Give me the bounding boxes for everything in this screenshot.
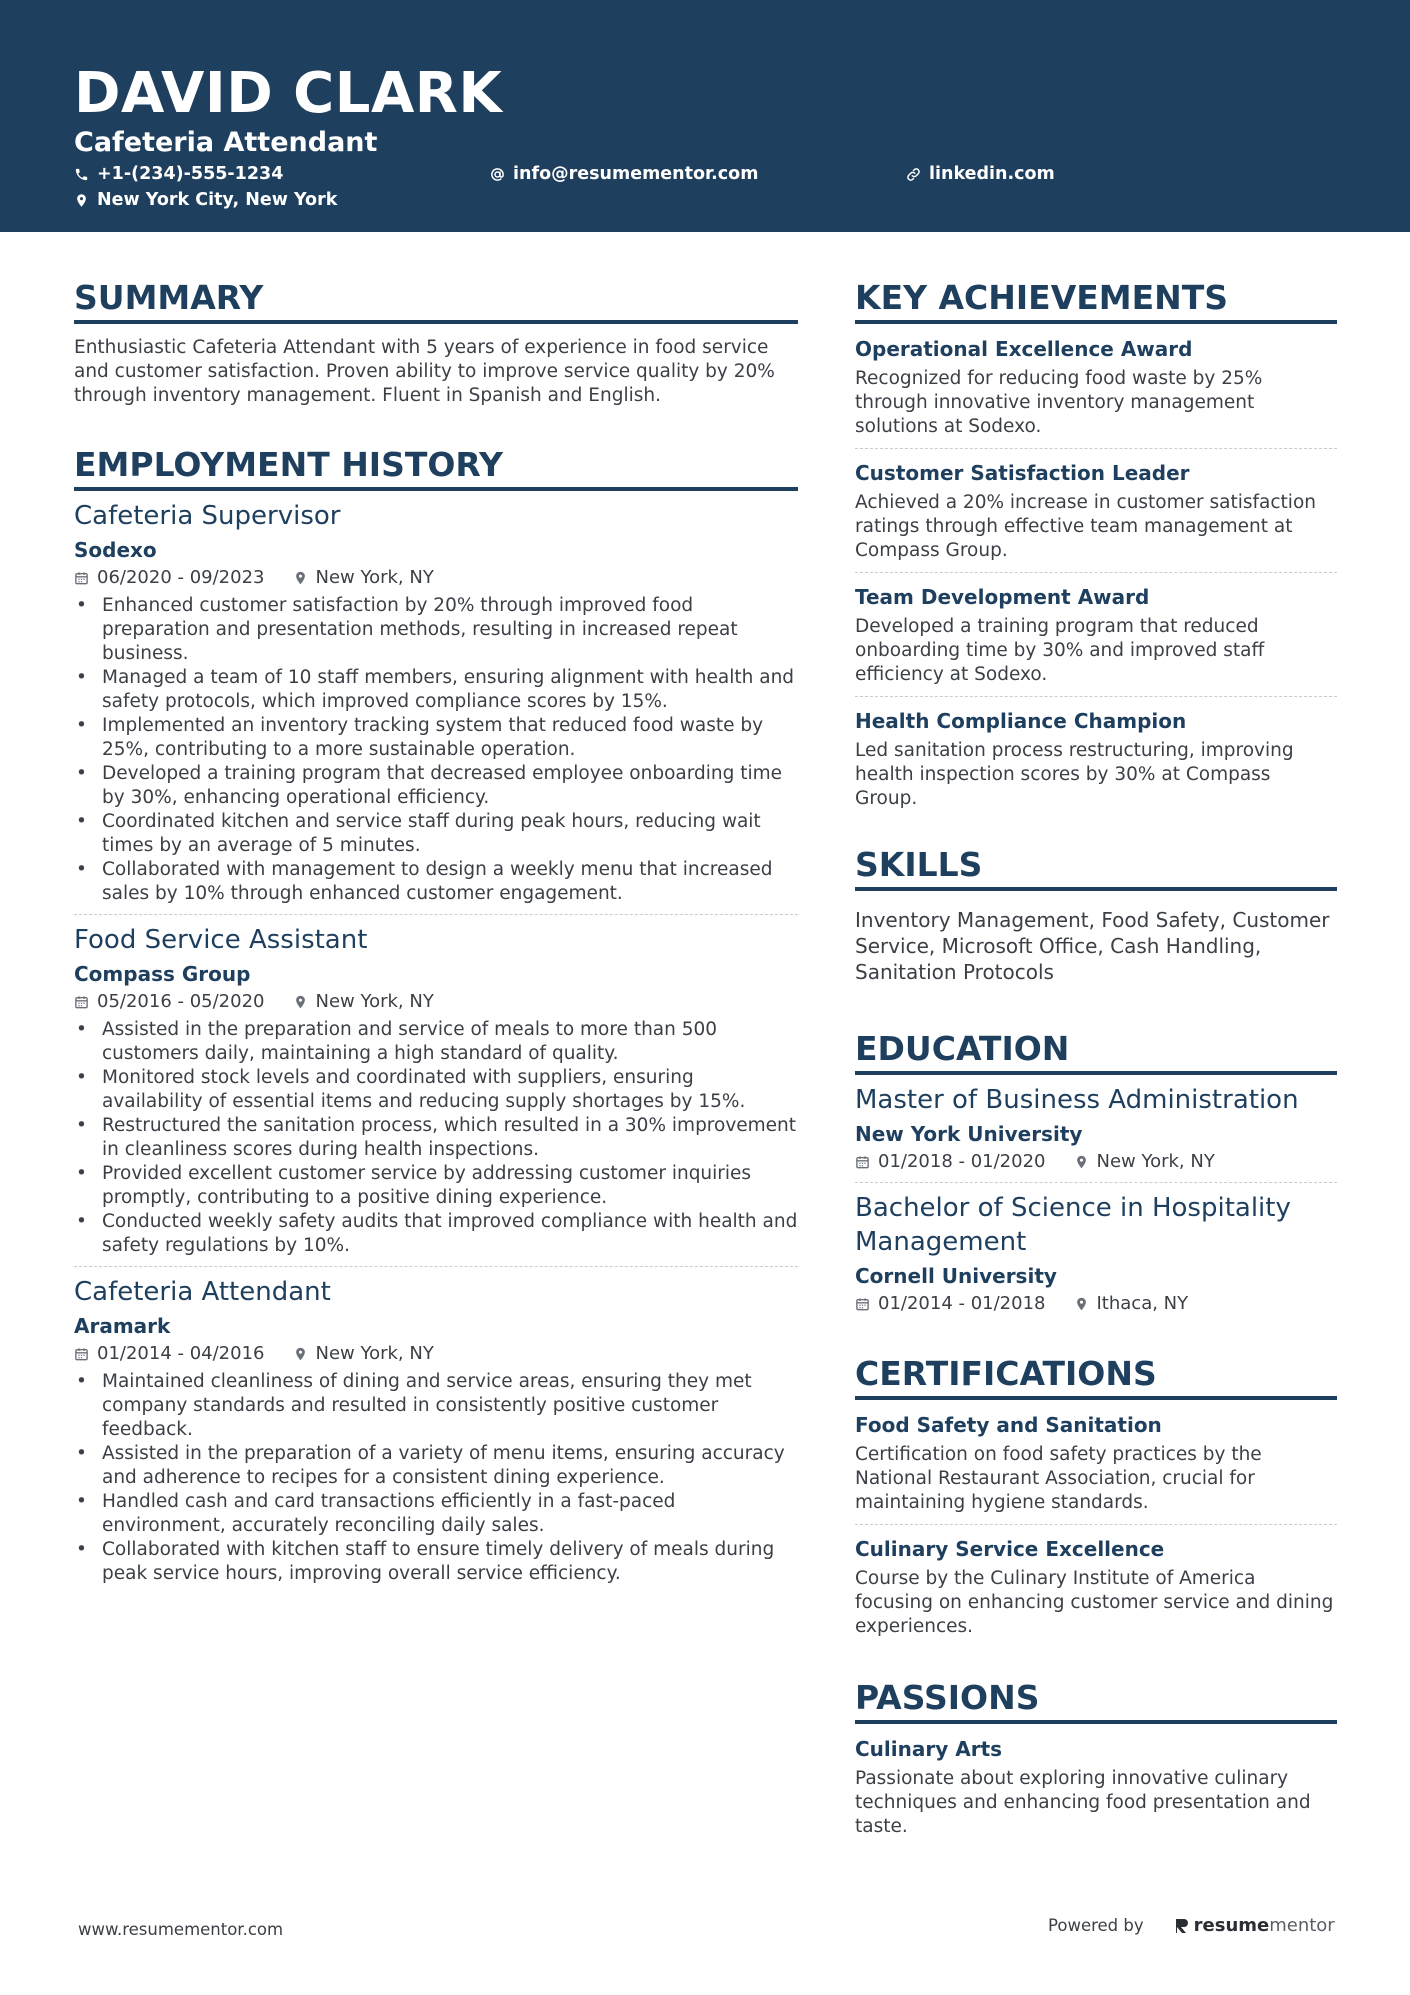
job-location: New York, NY xyxy=(315,1343,434,1364)
list-item: • Restructured the sanitation process, which resulted in a 30% improvement in cleanliness scores during health inspections. xyxy=(74,1114,798,1162)
passion-text: Passionate about exploring innovative culinary techniques and enhancing food presentation and taste. xyxy=(855,1768,1311,1837)
education-dates: 01/2014 - 01/2018 xyxy=(878,1293,1046,1314)
calendar-icon xyxy=(74,994,89,1010)
job-meta xyxy=(74,566,798,590)
list-item: • Handled cash and card transactions efficiently in a fast-paced environment, accurately reconciling daily sales. xyxy=(74,1490,798,1538)
job-location: New York, NY xyxy=(315,991,434,1012)
achievement-text: Developed a training program that reduced onboarding time by 30% and improved staff efficiency at Sodexo. xyxy=(855,616,1265,685)
education-meta xyxy=(855,1292,1337,1316)
job-company: Sodexo xyxy=(74,538,157,562)
candidate-name: DAVID CLARK xyxy=(74,61,503,126)
education-item xyxy=(855,1083,1337,1183)
skills-heading: SKILLS xyxy=(855,845,1337,891)
header-banner xyxy=(0,0,1410,232)
job-dates: 06/2020 - 09/2023 xyxy=(97,567,265,588)
calendar-icon xyxy=(855,1296,870,1312)
location-pin-icon xyxy=(293,570,308,586)
calendar-icon xyxy=(74,570,89,586)
achievement-title: Team Development Award xyxy=(855,585,1150,609)
achievement-text: Led sanitation process restructuring, improving health inspection scores by 30% at Compass Group. xyxy=(855,740,1294,809)
link-icon xyxy=(906,167,921,182)
job-title: Cafeteria Attendant xyxy=(74,1277,331,1307)
summary-text: Enthusiastic Cafeteria Attendant with 5 years of experience in food service and customer satisfaction. Proven ability to improve service quality by 20% through inventory management. Fluent in Spanish and English. xyxy=(74,337,775,406)
achievement-text: Recognized for reducing food waste by 25% through innovative inventory management solutions at Sodexo. xyxy=(855,368,1263,437)
certifications-list xyxy=(855,1412,1337,1648)
certification-text: Certification on food safety practices by the National Restaurant Association, crucial for maintaining hygiene standards. xyxy=(855,1444,1262,1513)
job-company: Compass Group xyxy=(74,962,251,986)
list-item: • Developed a training program that decreased employee onboarding time by 30%, enhancing operational efficiency. xyxy=(74,762,798,810)
job-dates: 01/2014 - 04/2016 xyxy=(97,1343,265,1364)
passions-list xyxy=(855,1736,1337,1848)
list-item: • Managed a team of 10 staff members, ensuring alignment with health and safety protocols, which improved compliance scores by 15%. xyxy=(74,666,798,714)
candidate-title: Cafeteria Attendant xyxy=(74,127,378,158)
education-location: New York, NY xyxy=(1096,1151,1215,1172)
achievement-title: Health Compliance Champion xyxy=(855,709,1187,733)
job-entry xyxy=(74,923,798,1267)
education-degree: Bachelor of Science in Hospitality Management xyxy=(855,1193,1291,1257)
achievement-text: Achieved a 20% increase in customer satisfaction ratings through effective team management at Compass Group. xyxy=(855,492,1316,561)
achievement-item xyxy=(855,584,1337,697)
education-school: Cornell University xyxy=(855,1264,1057,1288)
education-dates: 01/2018 - 01/2020 xyxy=(878,1151,1046,1172)
location-text: New York City, New York xyxy=(97,190,338,210)
job-location: New York, NY xyxy=(315,567,434,588)
list-item: • Collaborated with management to design a weekly menu that increased sales by 10% through enhanced customer engagement. xyxy=(74,858,798,906)
achievement-title: Customer Satisfaction Leader xyxy=(855,461,1190,485)
achievements-list xyxy=(855,336,1337,820)
achievement-title: Operational Excellence Award xyxy=(855,337,1193,361)
achievement-item xyxy=(855,460,1337,573)
contact-location xyxy=(74,189,337,211)
job-company: Aramark xyxy=(74,1314,171,1338)
footer-branding xyxy=(1048,1915,1335,1936)
powered-by-label: Powered by xyxy=(1048,1916,1144,1935)
job-meta xyxy=(74,990,798,1014)
list-item: • Monitored stock levels and coordinated with suppliers, ensuring availability of essential items and reducing supply shortages by 15%. xyxy=(74,1066,798,1114)
contact-phone xyxy=(74,163,283,185)
job-bullets xyxy=(74,594,798,906)
calendar-icon xyxy=(855,1154,870,1170)
phone-text: +1-(234)-555-1234 xyxy=(97,164,284,184)
job-entry xyxy=(74,1275,798,1594)
left-column xyxy=(74,278,798,1602)
phone-icon xyxy=(74,167,89,182)
calendar-icon xyxy=(74,1346,89,1362)
education-school: New York University xyxy=(855,1122,1083,1146)
employment-list xyxy=(74,499,798,1594)
certification-item xyxy=(855,1536,1337,1648)
footer-website[interactable]: www.resumementor.com xyxy=(78,1920,284,1939)
location-pin-icon xyxy=(74,193,89,208)
job-title: Cafeteria Supervisor xyxy=(74,501,341,531)
contact-email[interactable] xyxy=(490,163,758,185)
brand-logo-icon xyxy=(1174,1917,1190,1935)
brand-name-bold: resume xyxy=(1193,1915,1270,1936)
list-item: • Maintained cleanliness of dining and service areas, ensuring they met company standards and resulted in consistently positive customer feedback. xyxy=(74,1370,798,1442)
list-item: • Enhanced customer satisfaction by 20% through improved food preparation and presentation methods, resulting in increased repeat business. xyxy=(74,594,798,666)
job-bullets xyxy=(74,1018,798,1258)
location-pin-icon xyxy=(1074,1154,1089,1170)
education-location: Ithaca, NY xyxy=(1096,1293,1189,1314)
achievements-heading: KEY ACHIEVEMENTS xyxy=(855,278,1337,324)
achievement-item xyxy=(855,336,1337,449)
location-pin-icon xyxy=(293,1346,308,1362)
education-meta xyxy=(855,1150,1337,1174)
list-item: • Collaborated with kitchen staff to ensure timely delivery of meals during peak service hours, improving overall service efficiency. xyxy=(74,1538,798,1586)
education-heading: EDUCATION xyxy=(855,1029,1337,1075)
education-degree: Master of Business Administration xyxy=(855,1085,1299,1115)
employment-heading: EMPLOYMENT HISTORY xyxy=(74,445,798,491)
at-icon xyxy=(490,167,505,182)
list-item: • Assisted in the preparation and service of meals to more than 500 customers daily, maintaining a high standard of quality. xyxy=(74,1018,798,1066)
passion-item xyxy=(855,1736,1337,1848)
email-text: info@resumementor.com xyxy=(513,164,759,184)
linkedin-text: linkedin.com xyxy=(929,164,1055,184)
right-column xyxy=(855,278,1337,1859)
certification-title: Culinary Service Excellence xyxy=(855,1537,1165,1561)
list-item: • Assisted in the preparation of a variety of menu items, ensuring accuracy and adherence to recipes for a consistent dining experience. xyxy=(74,1442,798,1490)
passion-title: Culinary Arts xyxy=(855,1737,1003,1761)
job-dates: 05/2016 - 05/2020 xyxy=(97,991,265,1012)
list-item: • Implemented an inventory tracking system that reduced food waste by 25%, contributing to a more sustainable operation. xyxy=(74,714,798,762)
summary-heading: SUMMARY xyxy=(74,278,798,324)
certifications-heading: CERTIFICATIONS xyxy=(855,1354,1337,1400)
location-pin-icon xyxy=(293,994,308,1010)
contact-linkedin[interactable] xyxy=(906,163,1055,185)
job-title: Food Service Assistant xyxy=(74,925,368,955)
job-entry xyxy=(74,499,798,915)
list-item: • Conducted weekly safety audits that improved compliance with health and safety regulations by 10%. xyxy=(74,1210,798,1258)
education-list xyxy=(855,1083,1337,1324)
certification-item xyxy=(855,1412,1337,1525)
job-meta xyxy=(74,1342,798,1366)
brand-logo[interactable] xyxy=(1174,1915,1335,1936)
achievement-item xyxy=(855,708,1337,820)
job-bullets xyxy=(74,1370,798,1586)
location-pin-icon xyxy=(1074,1296,1089,1312)
certification-text: Course by the Culinary Institute of America focusing on enhancing customer service and dining experiences. xyxy=(855,1568,1334,1637)
certification-title: Food Safety and Sanitation xyxy=(855,1413,1162,1437)
brand-name-light: mentor xyxy=(1269,1915,1335,1936)
list-item: • Coordinated kitchen and service staff during peak hours, reducing wait times by an average of 5 minutes. xyxy=(74,810,798,858)
skills-text: Inventory Management, Food Safety, Customer Service, Microsoft Office, Cash Handling, Sanitation Protocols xyxy=(855,908,1330,984)
list-item: • Provided excellent customer service by addressing customer inquiries promptly, contributing to a positive dining experience. xyxy=(74,1162,798,1210)
education-item xyxy=(855,1191,1337,1324)
passions-heading: PASSIONS xyxy=(855,1678,1337,1724)
